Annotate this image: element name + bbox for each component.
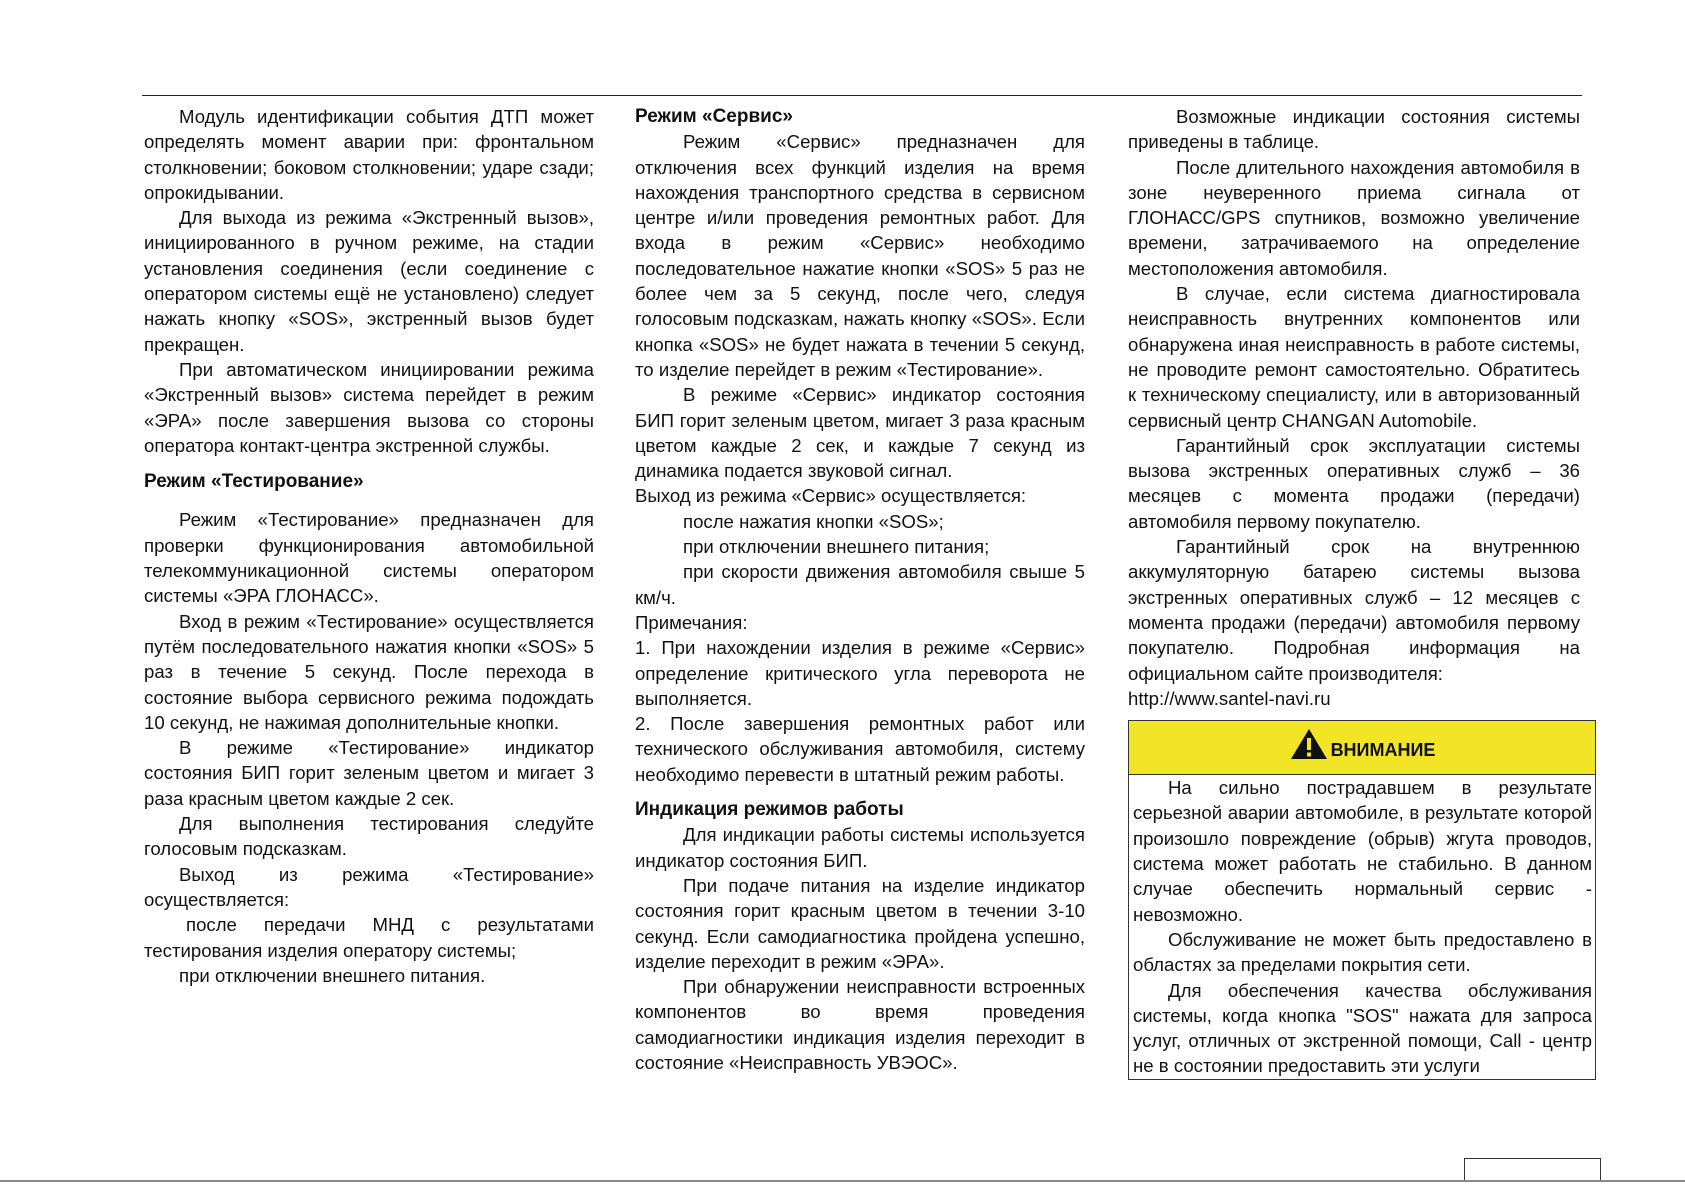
- paragraph: Возможные индикации состояния системы приведены в таблице.: [1128, 106, 1580, 153]
- section-heading-testing: Режим «Тестирование»: [144, 471, 364, 493]
- website-link[interactable]: http://www.santel-navi.ru: [1128, 687, 1331, 709]
- warning-box: [1128, 720, 1596, 1080]
- warning-triangle-icon: [1289, 727, 1329, 767]
- paragraph: При подаче питания на изделие индикатор состояния горит красным цветом в течении 3-10 секунд. Если самодиагностика пройдена успешно, изделие переходит в режим «ЭРА».: [635, 874, 1085, 972]
- list-item: после передачи МНД с результатами тестирования изделия оператору системы;: [144, 914, 594, 961]
- paragraph: В режиме «Тестирование» индикатор состояния БИП горит зеленым цветом и мигает 3 раза красным цветом каждые 2 сек.: [144, 737, 594, 809]
- paragraph: На сильно пострадавшем в результате серьезной аварии автомобиле, в результате которой произошло повреждение (обрыв) жгута проводов, система может работать не стабильно. В данном случае обеспечить нормальный сервис - невозможно.: [1133, 777, 1592, 925]
- paragraph: В режиме «Сервис» индикатор состояния БИП горит зеленым цветом, мигает 3 раза красным цветом каждые 2 сек, и каждые 7 секунд из динамика подается звуковой сигнал.: [635, 384, 1085, 482]
- paragraph: В случае, если система диагностировала неисправность внутренних компонентов или обнаружена иная неисправность в работе системы, не проводите ремонт самостоятельно. Обратитесь к техническому специалисту, или в авторизованный сервисный центр CHANGAN Automobile.: [1128, 283, 1580, 431]
- section-heading-service: Режим «Сервис»: [635, 106, 793, 127]
- list-item: при скорости движения автомобиля свыше 5 км/ч.: [635, 561, 1085, 608]
- paragraph: Обслуживание не может быть предоставлено в областях за пределами покрытия сети.: [1133, 928, 1592, 976]
- paragraph: Для обеспечения качества обслуживания системы, когда кнопка "SOS" нажата для запроса услуг, отличных от экстренной помощи, Call - центр не в состоянии предоставить эти услуги: [1133, 979, 1592, 1077]
- list-item: при отключении внешнего питания.: [179, 964, 486, 986]
- paragraph: После длительного нахождения автомобиля в зоне неуверенного приема сигнала от ГЛОНАСС/GPS спутников, возможно увеличение времени, затрачиваемого на определение местоположения автомобиля.: [1128, 156, 1580, 279]
- paragraph: Гарантийный срок на внутреннюю аккумуляторную батарею системы вызова экстренных оперативных служб – 12 месяцев с момента продажи (передачи) автомобиля первому покупателю. Подробная информация на официальном сайте производителя:: [1128, 536, 1580, 684]
- paragraph: Вход в режим «Тестирование» осуществляется путём последовательного нажатия кнопки «SOS» 5 раз в течение 5 секунд. После перехода в состояние выбора сервисного режима подождать 10 секунд, не нажимая дополнительные кнопки.: [144, 610, 594, 733]
- paragraph: Модуль идентификации события ДТП может определять момент аварии при: фронтальном столкновении; боковом столкновении; ударе сзади; опрокидывании.: [144, 106, 594, 203]
- paragraph: При автоматическом инициировании режима «Экстренный вызов» система перейдет в режим «ЭРА» после завершения вызова со стороны оператора контакт-центра экстренной службы.: [144, 358, 594, 456]
- paragraph: Режим «Сервис» предназначен для отключения всех функций изделия на время нахождения транспортного средства в сервисном центре и/или проведения ремонтных работ. Для входа в режим «Сервис» необходимо последовательное нажатие кнопки «SOS» 5 раз не более чем за 5 секунд, после чего, следуя голосовым подсказкам, нажать кнопку «SOS». Если кнопка «SOS» не будет нажата в течении 5 секунд, то изделие перейдет в режим «Тестирование».: [635, 131, 1085, 380]
- paragraph: Гарантийный срок эксплуатации системы вызова экстренных оперативных служб – 36 месяцев с момента продажи (передачи) автомобиля первому покупателю.: [1128, 434, 1580, 532]
- paragraph: Примечания:: [635, 611, 748, 633]
- column-middle: [635, 104, 1085, 1075]
- paragraph: Для выхода из режима «Экстренный вызов», инициированного в ручном режиме, на стадии установления соединения (если соединение с оператором системы ещё не установлено) следует нажать кнопку «SOS», экстренный вызов будет прекращен.: [144, 207, 594, 355]
- column-right: [1128, 104, 1592, 1080]
- paragraph: При обнаружении неисправности встроенных компонентов во время проведения самодиагностики индикация изделия переходит в состояние «Неисправность УВЭОС».: [635, 976, 1085, 1073]
- warning-body: [1129, 775, 1595, 1079]
- paragraph: Режим «Тестирование» предназначен для проверки функционирования автомобильной телекоммуникационной системы оператором системы «ЭРА ГЛОНАСС».: [144, 509, 594, 607]
- list-item: при отключении внешнего питания;: [683, 536, 990, 558]
- paragraph: Выход из режима «Сервис» осуществляется:: [635, 485, 1027, 507]
- paragraph: Выход из режима «Тестирование» осуществляется:: [144, 863, 594, 910]
- paragraph: Для индикации работы системы используется индикатор состояния БИП.: [635, 824, 1085, 871]
- paragraph: Для выполнения тестирования следуйте голосовым подсказкам.: [144, 813, 594, 860]
- warning-title: ВНИМАНИЕ: [1330, 739, 1436, 760]
- note-item: 2. После завершения ремонтных работ или технического обслуживания автомобиля, систему необходимо перевести в штатный режим работы.: [635, 713, 1085, 785]
- warning-header: [1129, 721, 1595, 775]
- note-item: 1. При нахождении изделия в режиме «Сервис» определение критического угла переворота не выполняется.: [635, 637, 1085, 709]
- page-number-tab: [1464, 1158, 1601, 1181]
- footer-line: [0, 1180, 1685, 1182]
- column-left: [144, 104, 594, 988]
- section-heading-indication: Индикация режимов работы: [635, 799, 904, 821]
- list-item: после нажатия кнопки «SOS»;: [683, 510, 944, 532]
- top-rule: [142, 95, 1582, 96]
